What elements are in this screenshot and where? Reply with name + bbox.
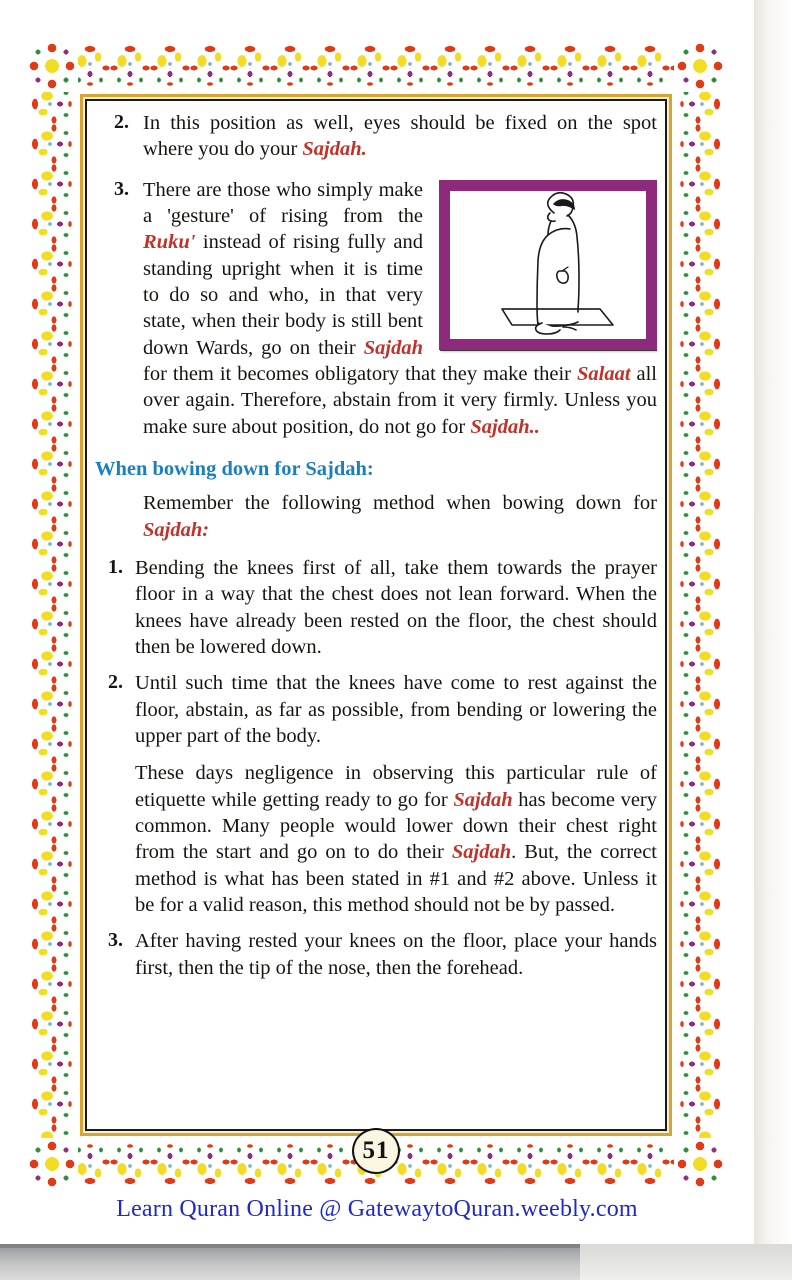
paragraph-text: There are those who simply make a 'gesture' of rising from the xyxy=(143,178,423,227)
page-content xyxy=(95,110,657,1140)
list-number: 3. xyxy=(114,177,129,200)
list-item-1 xyxy=(95,555,657,660)
scanner-bed-right xyxy=(580,1244,792,1280)
paragraph-text: Until such time that the knees have come to rest against the floor, abstain, as far as possible, from bending or lowering the upper part of the body. xyxy=(135,672,657,747)
paragraph-text: After having rested your knees on the floor, place your hands first, then the tip of the nose, then the forehead. xyxy=(135,930,657,979)
border-band-right-icon xyxy=(678,44,722,1186)
figure-inner-frame xyxy=(450,191,646,339)
border-corner-top-left-icon xyxy=(26,40,78,92)
list-body xyxy=(143,110,657,163)
arabic-term: Sajdah xyxy=(451,841,512,864)
intro-paragraph xyxy=(143,490,657,543)
section-heading: When bowing down for Sajdah: xyxy=(95,457,374,480)
list-number: 2. xyxy=(114,111,129,133)
arabic-term: Sajdah.. xyxy=(470,415,540,438)
standing-man-illustration-icon xyxy=(450,191,646,339)
border-band-left-icon xyxy=(30,44,74,1186)
paragraph-text-secondary xyxy=(135,760,657,918)
list-body xyxy=(135,928,657,981)
list-number: 1. xyxy=(108,555,123,578)
paragraph-text: for them it becomes obligatory that they make their xyxy=(143,362,577,385)
list-number: 2. xyxy=(108,671,123,694)
list-item-3-top xyxy=(95,177,657,440)
arabic-term: Ruku' xyxy=(143,231,196,254)
standing-posture-figure xyxy=(439,180,657,350)
list-body xyxy=(135,670,657,918)
footer-attribution: Learn Quran Online @ GatewaytoQuran.weebly.com xyxy=(116,1196,638,1222)
list-item-2 xyxy=(95,670,657,918)
border-corner-top-right-icon xyxy=(674,40,726,92)
paragraph-text: . But, the correct method is what has been stated in #1 and #2 above. Unless it be for a valid reason, this method should not be by passed. xyxy=(135,841,657,916)
arabic-term: Sajdah xyxy=(363,336,423,359)
page-edge-shadow xyxy=(754,0,792,1244)
list-body xyxy=(135,555,657,660)
paragraph-text: Remember the following method when bowing down for xyxy=(143,492,657,515)
arabic-term: Sajdah xyxy=(453,788,513,811)
paragraph-text: has become very common. Many people would lower down their chest right from the start and go on to do their xyxy=(135,788,657,864)
arabic-term: Sajdah. xyxy=(302,138,367,161)
arabic-term: Salaat xyxy=(576,362,631,385)
page-number-medallion: 51 xyxy=(352,1128,400,1174)
list-item-2-top xyxy=(95,110,657,163)
paragraph-text: These days negligence in observing this particular rule of etiquette while getting ready to go for xyxy=(135,762,657,811)
paragraph-text: Bending the knees first of all, take them towards the prayer floor in a way that the chest does not lean forward. When the knees have already been rested on the floor, the chest should then be lowered down. xyxy=(135,556,657,658)
border-corner-bottom-right-icon xyxy=(674,1138,726,1190)
list-item-3 xyxy=(95,928,657,981)
paragraph-text: all over again. Therefore, abstain from it very firmly. Unless you make sure about position, do not go for xyxy=(143,362,657,438)
border-corner-bottom-left-icon xyxy=(26,1138,78,1190)
scanner-bed-edge xyxy=(0,1244,792,1280)
list-number: 3. xyxy=(108,929,123,952)
scanner-bed-seam xyxy=(0,1244,580,1248)
paragraph-text: instead of rising fully and standing upright when it is time to do so and who, in that very state, when their body is still bent down Wards, go on their xyxy=(143,231,423,359)
paragraph-text: In this position as well, eyes should be fixed on the spot where you do your xyxy=(143,112,657,161)
list-body xyxy=(143,177,657,440)
arabic-term: Sajdah: xyxy=(143,518,210,541)
border-band-top-icon xyxy=(30,44,722,88)
